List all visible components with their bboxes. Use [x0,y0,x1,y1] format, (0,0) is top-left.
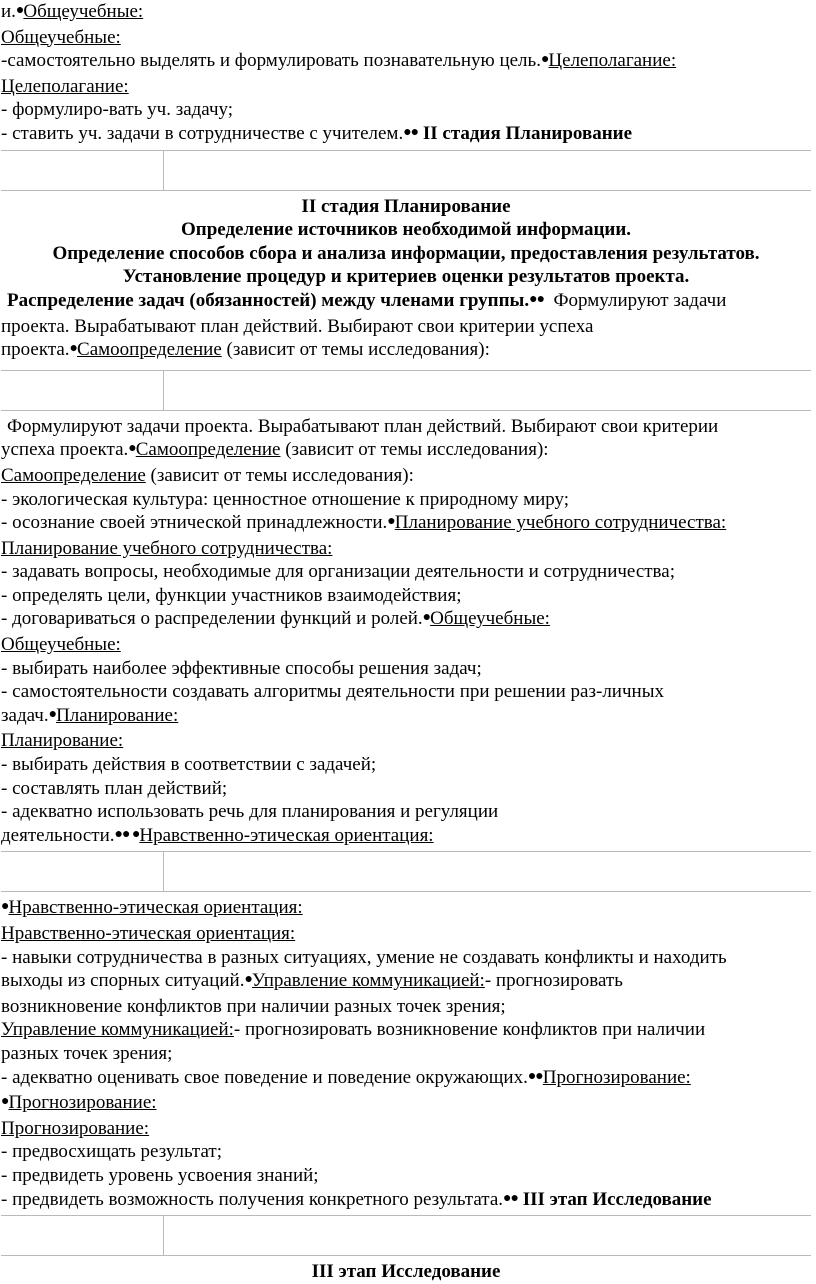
bullet-icon: ●● [403,124,419,140]
bullet-icon: ● [1,1094,9,1110]
text-line: - формулиро-вать уч. задачу; [1,99,234,121]
stage-heading: II стадия Планирование [301,195,511,217]
table-separator [1,150,811,191]
bullet-icon: ● [48,706,57,722]
text-line: - осознание своей этнической принадлежности.●Планирование учебного сотрудничества: [1,512,727,534]
section-label: Планирование: [1,730,124,752]
text-line: ●Прогнозирование: [1,1092,157,1114]
text-line: -самостоятельно выделять и формулировать познавательную цель.●Целеполагание: [1,50,677,72]
text-line: Самоопределение (зависит от темы исследования): [1,464,414,486]
text-line: возникновение конфликтов при наличии разных точек зрения; [1,995,506,1017]
text-line: - определять цели, функции участников взаимодействия; [1,584,462,606]
text-line: и.●Общеучебные: [1,1,144,22]
text-line: - предвидеть возможность получения конкретного результата.●● III этап Исследование [1,1188,712,1210]
stage-heading: III этап Исследование [311,1261,501,1283]
text-line: - адекватно использовать речь для планирования и регуляции [1,801,499,823]
section-label: Общеучебные: [1,26,121,48]
bullet-icon: ● [1,899,9,915]
section-label: Целеполагание: [1,75,129,97]
bullet-icon: ● [244,972,252,988]
table-separator [1,851,811,892]
bullet-icon: ● [69,341,78,357]
text-line: Распределение задач (обязанностей) между членами группы.●● Формулируют задачи [7,289,727,311]
text-line: - составлять план действий; [1,777,228,799]
table-separator [1,1215,811,1256]
table-cell-divider [163,852,164,891]
bullet-icon: ● [128,441,136,457]
section-label: Планирование учебного сотрудничества: [1,537,333,559]
stage-subheading: Определение способов сбора и анализа информации, предоставления результатов. [52,242,760,264]
bullet-icon: ●● [529,291,545,307]
text-line: - договариваться о распределении функций и ролей.●Общеучебные: [1,608,550,630]
text-line: - навыки сотрудничества в разных ситуациях, умение не создавать конфликты и находить [1,946,727,968]
bullet-icon: ● [387,514,395,530]
text-line: - предвидеть уровень усвоения знаний; [1,1164,319,1186]
section-label: Прогнозирование: [1,1117,150,1139]
table-cell-divider [163,371,164,410]
stage-label: III этап Исследование [522,1188,712,1210]
text-line: успеха проекта.●Самоопределение (зависит от темы исследования): [1,439,549,461]
stage-subheading: Установление процедур и критериев оценки результатов проекта. [122,266,690,288]
bullet-icon: ● [422,610,431,626]
text-line: проекта.●Самоопределение (зависит от темы исследования): [1,339,490,361]
text-line: выходы из спорных ситуаций.●Управление коммуникацией:- прогнозировать [1,970,623,992]
text-line: задач.●Планирование: [1,704,179,726]
stage-label: II стадия Планирование [422,122,633,144]
text-line: - экологическая культура: ценностное отношение к природному миру; [1,488,570,510]
bullet-icon: ● [15,3,24,18]
text-line: - предвосхищать результат; [1,1141,222,1163]
text-line: - самостоятельности создавать алгоритмы деятельности при решении раз-личных [1,681,664,703]
section-label: Целеполагание: [548,50,677,72]
text-line: - ставить уч. задачи в сотрудничестве с учителем.●● II стадия Планирование [1,122,633,144]
section-label: Общеучебные: [23,1,144,22]
text-line: - выбирать действия в соответствии с задачей; [1,754,377,776]
text-line: Управление коммуникацией:- прогнозировать возникновение конфликтов при наличии [1,1019,706,1041]
section-label: Нравственно-этическая ориентация: [1,923,296,944]
text-line: - задавать вопросы, необходимые для организации деятельности и сотрудничества; [1,561,675,583]
text-line: - адекватно оценивать свое поведение и поведение окружающих.●●Прогнозирование: [1,1066,691,1088]
text-line: Формулируют задачи проекта. Вырабатывают план действий. Выбирают свои критерии [7,415,719,437]
bullet-icon: ● [540,52,549,68]
text-line: проекта. Вырабатывают план действий. Выбирают свои критерии успеха [1,315,594,337]
text-line: разных точек зрения; [1,1042,173,1064]
text-line: деятельности.●● ●Нравственно-этическая ориентация: [1,824,434,846]
text-line: ●Нравственно-этическая ориентация: [1,897,303,919]
stage-subheading: Определение источников необходимой информации. [180,219,632,241]
table-cell-divider [163,151,164,190]
table-separator [1,370,811,411]
bullet-icon: ●● ● [114,826,140,842]
bullet-icon: ●● [503,1190,518,1206]
text-line: - выбирать наиболее эффективные способы решения задач; [1,657,482,679]
section-label: Общеучебные: [1,634,121,656]
bullet-icon: ●● [527,1068,543,1084]
table-cell-divider [163,1216,164,1255]
